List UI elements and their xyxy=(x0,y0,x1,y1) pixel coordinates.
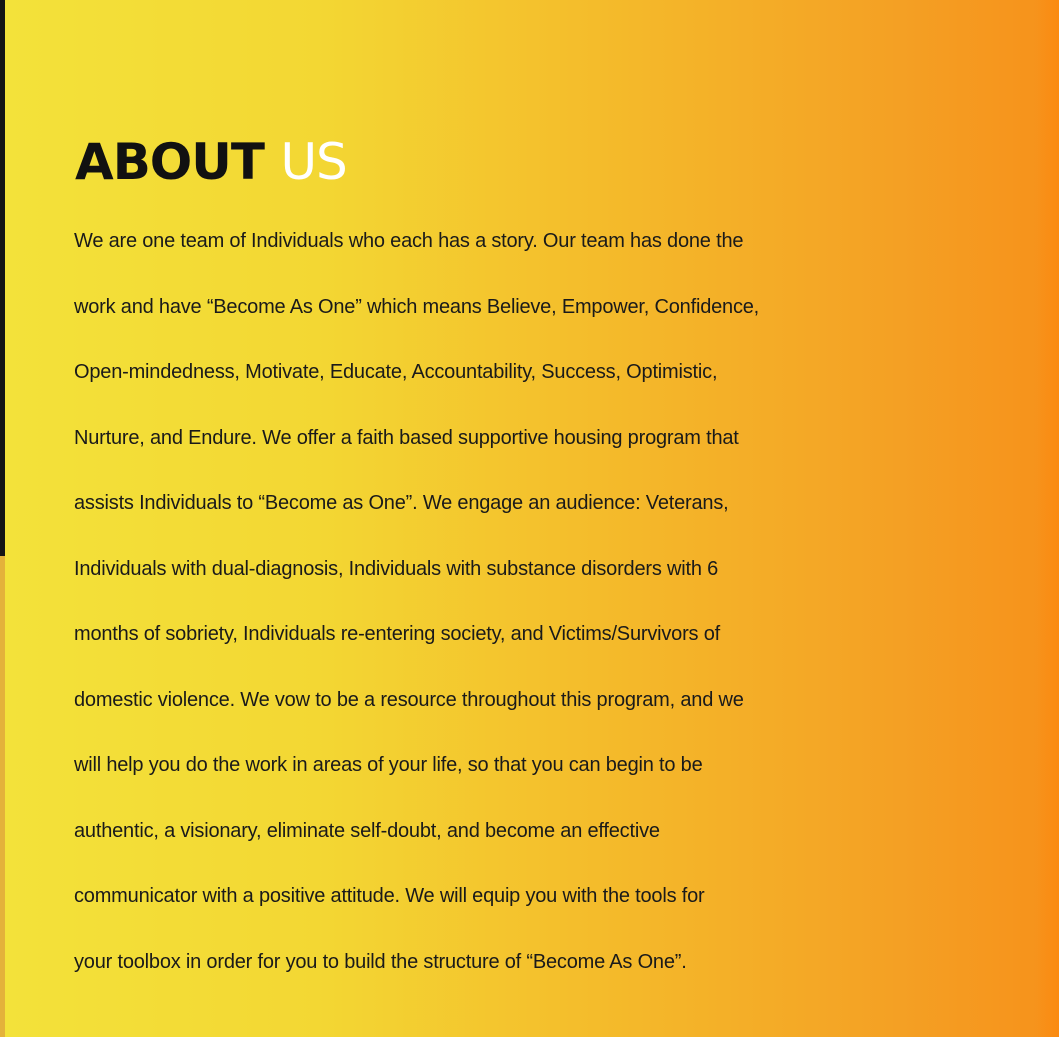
paragraph-line: months of sobriety, Individuals re-entering society, and Victims/Survivors of xyxy=(74,623,720,645)
paragraph-line: your toolbox in order for you to build the structure of “Become As One”. xyxy=(74,950,687,973)
right-orange-edge xyxy=(1037,0,1059,1037)
paragraph-line: work and have “Become As One” which means Believe, Empower, Confidence, xyxy=(74,295,760,318)
paragraph-line: domestic violence. We vow to be a resource throughout this program, and we xyxy=(74,688,744,711)
title-us: US xyxy=(280,133,347,191)
paragraph-line: will help you do the work in areas of your life, so that you can begin to be xyxy=(74,754,703,776)
paragraph-line: We are one team of Individuals who each has a story. Our team has done the xyxy=(74,230,744,252)
paragraph-line: Nurture, and Endure. We offer a faith based supportive housing program that xyxy=(74,426,739,449)
left-dark-border xyxy=(0,0,5,556)
paragraph-line: Open-mindedness, Motivate, Educate, Accountability, Success, Optimistic, xyxy=(74,361,718,383)
title-about: ABOUT xyxy=(75,133,265,191)
paragraph-line: authentic, a visionary, eliminate self-doubt, and become an effective xyxy=(74,819,660,842)
paragraph-line: communicator with a positive attitude. We will equip you with the tools for xyxy=(74,885,705,907)
page-title xyxy=(75,132,347,192)
about-paragraph xyxy=(74,209,974,995)
left-light-border xyxy=(0,556,5,1037)
paragraph-line: Individuals with dual-diagnosis, Individuals with substance disorders with 6 xyxy=(74,557,719,580)
paragraph-line: assists Individuals to “Become as One”. We engage an audience: Veterans, xyxy=(74,492,729,514)
